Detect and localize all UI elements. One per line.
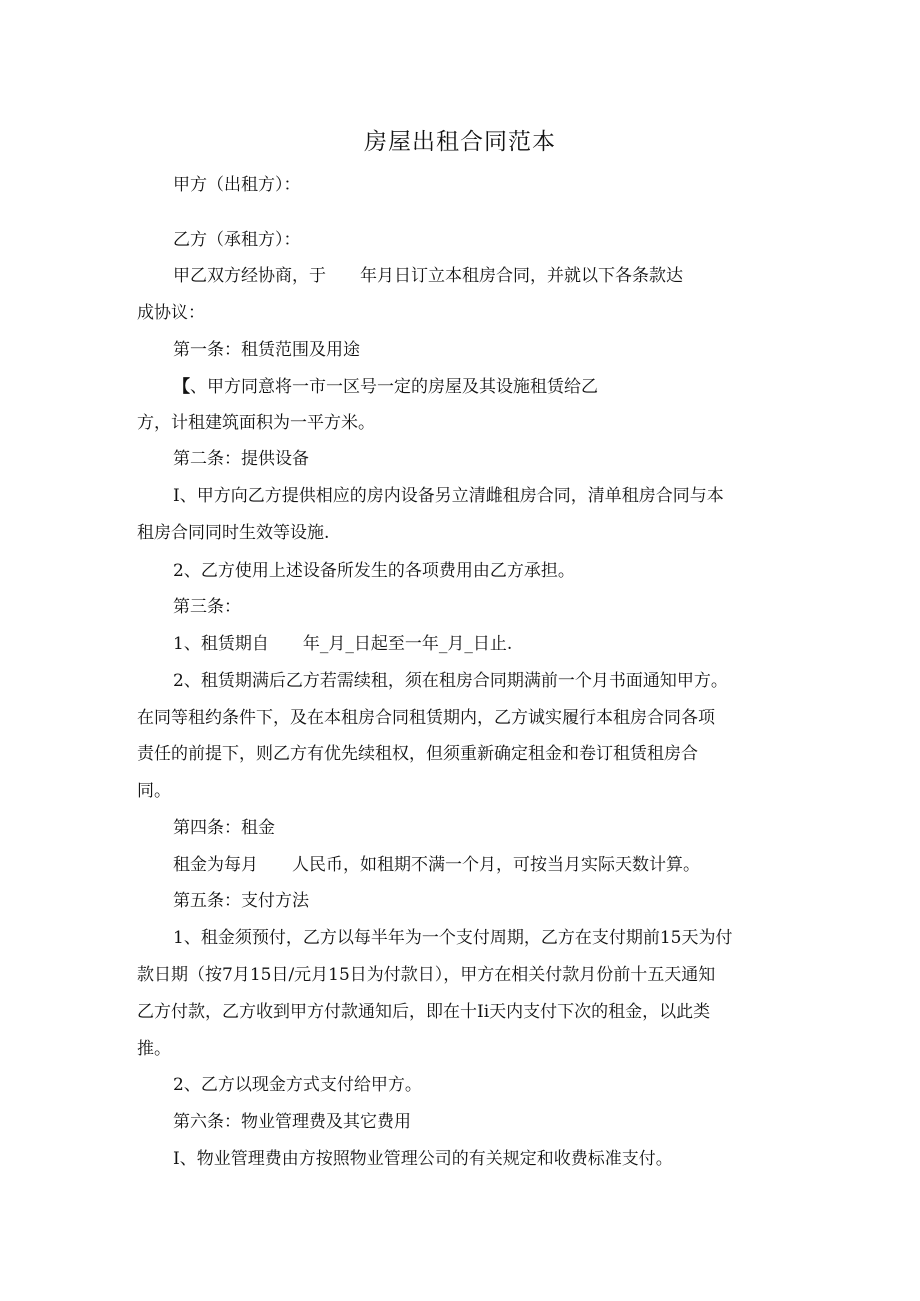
article-5-clause-1-line-3: 乙方付款，乙方收到甲方付款通知后，即在十Ii天内支付下次的租金，以此类 — [137, 1002, 711, 1022]
article-6-clause-1: I、物业管理费由方按照物业管理公司的有关规定和收费标准支付。 — [173, 1149, 673, 1169]
intro-line-2: 成协议： — [137, 303, 205, 323]
article-5-clause-1-line-1: 1、租金须预付，乙方以每半年为一个支付周期，乙方在支付期前15天为付 — [173, 928, 733, 948]
article-1-clause-1-line-1 — [173, 375, 598, 399]
article-5-heading: 第五条：支付方法 — [173, 891, 309, 911]
party-a-line: 甲方（出租方）： — [173, 175, 301, 195]
clause-text: 、甲方同意将一市一区号一定的房屋及其设施租赁给乙 — [190, 377, 598, 397]
document-title: 房屋出租合同范本 — [364, 129, 556, 155]
article-3-clause-2-line-3: 责任的前提下，则乙方有优先续租权，但须重新确定租金和卷订租赁租房合 — [137, 744, 698, 764]
intro-line-1: 甲乙双方经协商，于 年月日订立本租房合同，并就以下各条款达 — [173, 266, 683, 286]
article-2-clause-1-line-1: I、甲方向乙方提供相应的房内设备另立清雌租房合同，清单租房合同与本 — [173, 486, 724, 506]
article-4-heading: 第四条：租金 — [173, 818, 275, 838]
article-3-clause-1: 1、租赁期自 年_月_日起至一年_月_日止. — [173, 634, 513, 654]
party-b-line: 乙方（承租方）： — [173, 230, 301, 250]
article-4-clause: 租金为每月 人民币，如租期不满一个月，可按当月实际天数计算。 — [173, 855, 700, 875]
article-3-clause-2-line-2: 在同等租约条件下，及在本租房合同租赁期内，乙方诚实履行本租房合同各项 — [137, 708, 715, 728]
article-2-clause-1-line-2: 租房合同同时生效等设施. — [137, 523, 330, 543]
article-3-clause-2-line-1: 2、租赁期满后乙方若需续租，须在租房合同期满前一个月书面通知甲方。 — [173, 671, 728, 691]
bracket-mark: 【 — [173, 377, 190, 397]
article-6-heading: 第六条：物业管理费及其它费用 — [173, 1112, 411, 1132]
article-5-clause-1-line-4: 推。 — [137, 1039, 171, 1059]
article-5-clause-1-line-2: 款日期（按7月15日/元月15日为付款日），甲方在相关付款月份前十五天通知 — [137, 965, 716, 985]
article-2-clause-2: 2、乙方使用上述设备所发生的各项费用由乙方承担。 — [173, 561, 575, 581]
article-5-clause-2: 2、乙方以现金方式支付给甲方。 — [173, 1075, 422, 1095]
article-2-heading: 第二条：提供设备 — [173, 449, 309, 469]
article-3-clause-2-line-4: 同。 — [137, 781, 171, 801]
article-3-heading: 第三条： — [173, 597, 241, 617]
article-1-heading: 第一条：租赁范围及用途 — [173, 340, 360, 360]
article-1-clause-1-line-2: 方，计租建筑面积为一平方米。 — [137, 413, 375, 433]
